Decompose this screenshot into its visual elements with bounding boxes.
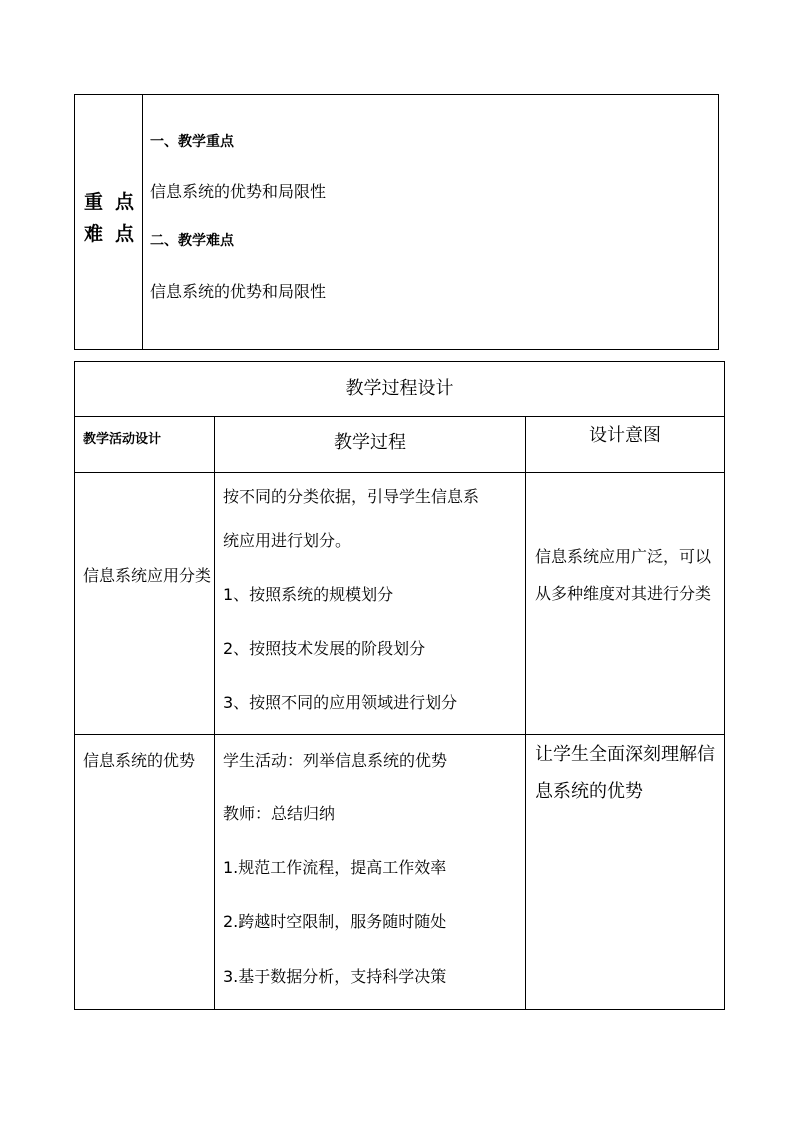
table-title: 教学过程设计 [345,378,454,399]
row2-step: 1.规范工作流程，提高工作效率 [223,858,447,877]
row2-intent: 让学生全面深刻理解信息系统的优势 [535,744,715,802]
teaching-process-table [74,361,725,1010]
title-row-divider [75,416,724,417]
key-points-label-cell [75,95,147,349]
header-intent: 设计意图 [589,425,661,446]
row1-step: 2、按照技术发展的阶段划分 [223,639,426,658]
row2-step: 3.基于数据分析，支持科学决策 [223,967,447,986]
row2-activity: 信息系统的优势 [83,751,196,770]
row1-step: 1、按照系统的规模划分 [223,585,394,604]
header-row-divider [75,472,724,473]
difficult-points-text: 信息系统的优势和局限性 [150,282,327,301]
key-points-table [74,94,719,350]
row1-activity: 信息系统应用分类 [83,566,212,585]
label-difficult-points: 难点 [84,223,147,245]
row2-step: 2.跨越时空限制，服务随时随处 [223,912,447,931]
row-divider [75,734,724,735]
label-key-points: 重点 [84,191,147,213]
difficult-points-heading: 二、教学难点 [150,233,234,249]
header-process: 教学过程 [334,432,406,453]
row1-step: 按不同的分类依据，引导学生信息系 [223,487,480,506]
row1-step: 统应用进行划分。 [223,531,352,550]
key-points-text: 信息系统的优势和局限性 [150,182,327,201]
row2-step: 学生活动：列举信息系统的优势 [223,751,448,770]
column-divider [525,416,526,1009]
row1-step: 3、按照不同的应用领域进行划分 [223,693,458,712]
key-points-heading: 一、教学重点 [150,134,234,150]
row2-step: 教师：总结归纳 [223,804,336,823]
column-divider [214,416,215,1009]
row1-intent: 信息系统应用广泛，可以从多种维度对其进行分类 [535,547,712,603]
header-activity: 教学活动设计 [83,432,162,447]
key-points-content-cell [144,95,718,349]
